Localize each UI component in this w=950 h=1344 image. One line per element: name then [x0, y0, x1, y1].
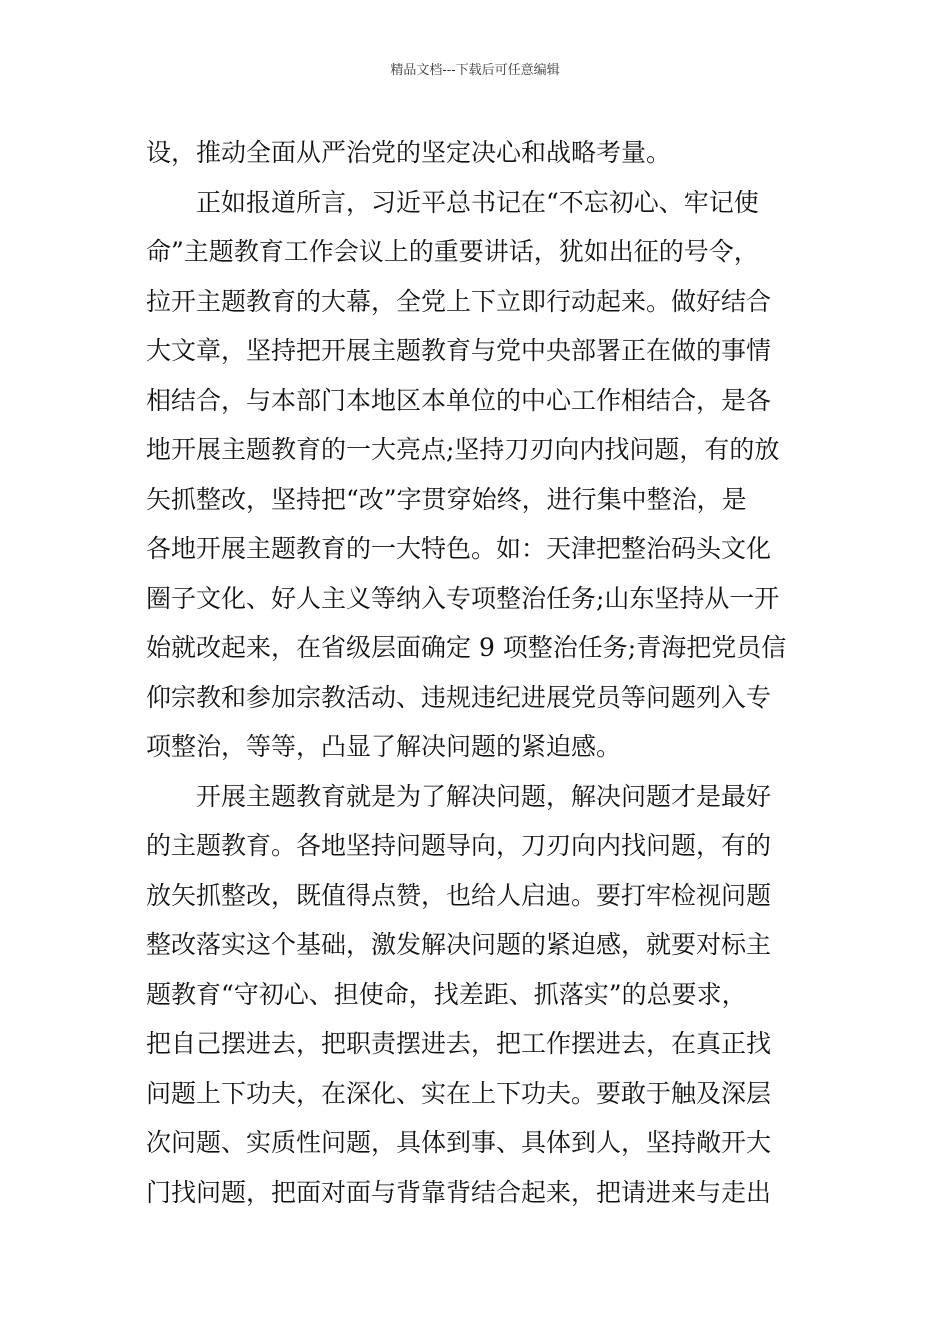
- text-line: 整改落实这个基础，激发解决问题的紧迫感，就要对标主: [146, 930, 772, 959]
- text-line: 把自己摆进去，把职责摆进去，把工作摆进去，在真正找: [146, 1029, 772, 1058]
- page-header: 精品文档---下载后可任意编辑: [390, 63, 560, 78]
- paragraph-3: [146, 772, 808, 1218]
- text-line: 题教育“守初心、担使命，找差距、抓落实”的总要求，: [146, 979, 747, 1009]
- text-line: 次问题、实质性问题，具体到事、具体到人，坚持敞开大: [146, 1128, 772, 1157]
- text-line: 大文章，坚持把开展主题教育与党中央部署正在做的事情: [146, 336, 772, 365]
- text-line: 门找问题，把面对面与背靠背结合起来，把请进来与走出: [146, 1177, 772, 1207]
- text-line: 正如报道所言，习近平总书记在“不忘初心、牢记使: [196, 187, 759, 217]
- text-line: 放矢抓整改，既值得点赞，也给人启迪。要打牢检视问题: [146, 880, 772, 910]
- text-line: 问题上下功夫，在深化、实在上下功夫。要敢于触及深层: [146, 1078, 772, 1108]
- text-line: 项整治，等等，凸显了解决问题的紧迫感。: [146, 732, 622, 761]
- text-line: 的主题教育。各地坚持问题导向，刀刃向内找问题，有的: [146, 831, 772, 860]
- paragraph-2: [146, 178, 808, 772]
- paragraph-1: [146, 128, 808, 178]
- text-line: 设，推动全面从严治党的坚定决心和战略考量。: [146, 138, 672, 167]
- text-line: 相结合，与本部门本地区本单位的中心工作相结合，是各: [146, 385, 772, 415]
- text-line: 圈子文化、好人主义等纳入专项整治任务;山东坚持从一开: [146, 583, 780, 613]
- text-line: 矢抓整改，坚持把“改”字贯穿始终，进行集中整治，是: [146, 484, 747, 514]
- document-body: [146, 128, 808, 1217]
- text-line: 拉开主题教育的大幕，全党上下立即行动起来。做好结合: [146, 286, 772, 316]
- text-line: 命”主题教育工作会议上的重要讲话，犹如出征的号令，: [146, 237, 759, 266]
- text-line: 仰宗教和参加宗教活动、违规违纪进展党员等问题列入专: [146, 682, 772, 712]
- text-line: 开展主题教育就是为了解决问题，解决问题才是最好: [196, 781, 772, 811]
- text-line: 地开展主题教育的一大亮点;坚持刀刃向内找问题，有的放: [146, 435, 780, 464]
- text-line: 始就改起来，在省级层面确定 9 项整治任务;青海把党员信: [146, 633, 787, 662]
- text-line: 各地开展主题教育的一大特色。如：天津把整治码头文化: [146, 534, 772, 563]
